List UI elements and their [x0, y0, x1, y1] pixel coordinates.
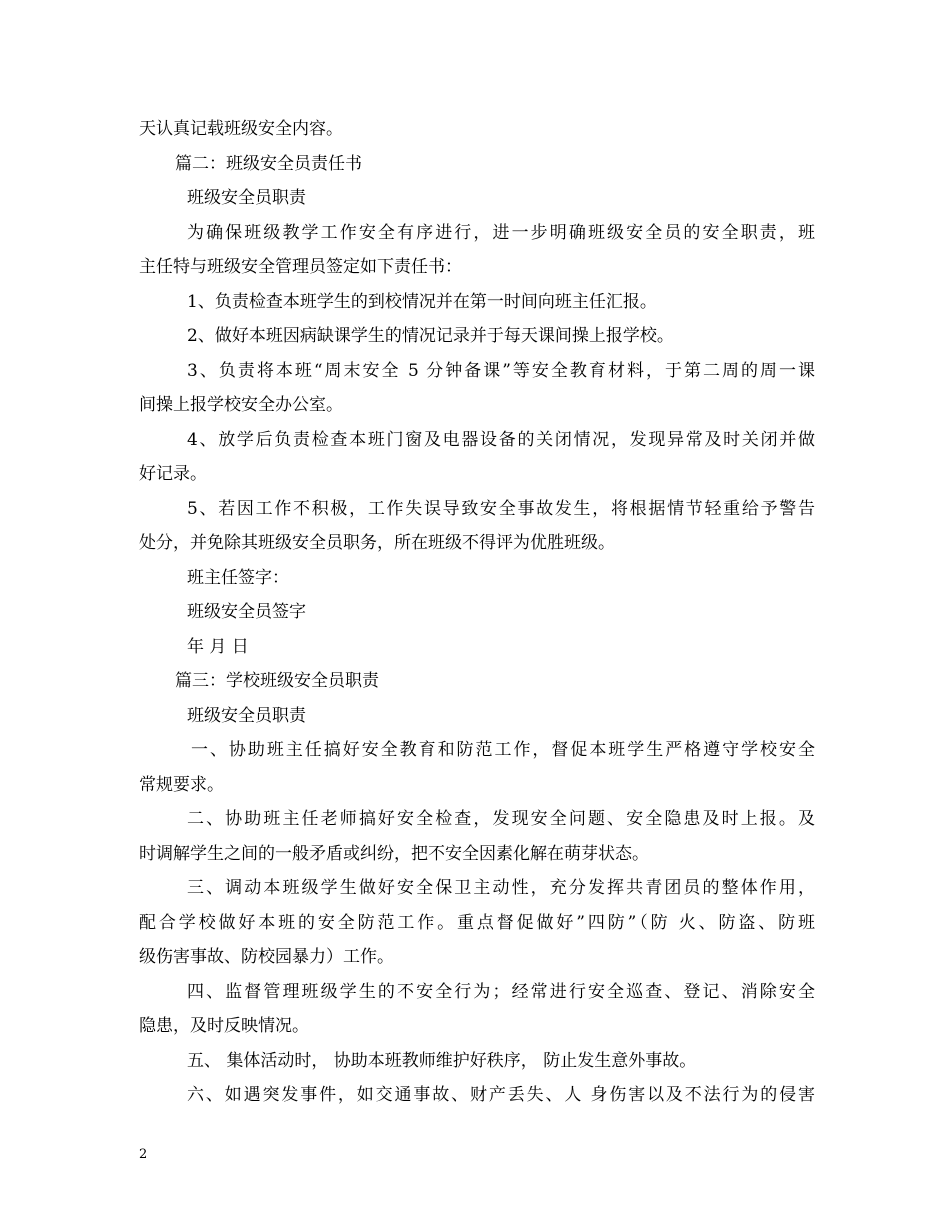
text-line: 班级安全员职责 — [187, 188, 306, 208]
text-line: 主任特与班级安全管理员签定如下责任书： — [139, 257, 462, 277]
page-number: 2 — [139, 1147, 148, 1162]
text-line: 篇三：学校班级安全员职责 — [175, 671, 379, 691]
text-line: 处分，并免除其班级安全员职务，所在班级不得评为优胜班级。 — [139, 533, 615, 553]
text-line: 时调解学生之间的一般矛盾或纠纷，把不安全因素化解在萌芽状态。 — [139, 843, 649, 864]
text-line: 四、监督管理班级学生的不安全行为；经常进行安全巡查、登记、消除安全 — [187, 981, 815, 1002]
text-line: 为确保班级教学工作安全有序进行，进一步明确班级安全员的安全职责，班 — [187, 222, 815, 243]
text-line: 3、负责将本班“周末安全 5 分钟备课”等安全教育材料，于第二周的周一课 — [187, 360, 815, 381]
text-line: 五、 集体活动时， 协助本班教师维护好秩序， 防止发生意外事故。 — [187, 1050, 697, 1071]
text-line: 1、负责检查本班学生的到校情况并在第一时间向班主任汇报。 — [187, 291, 657, 312]
text-line: 配合学校做好本班的安全防范工作。重点督促做好”四防”（防 火、防盗、防班 — [139, 912, 815, 933]
text-line: 4、放学后负责检查本班门窗及电器设备的关闭情况，发现异常及时关闭并做 — [187, 429, 815, 450]
text-line: 5、若因工作不积极，工作失误导致安全事故发生，将根据情节轻重给予警告 — [187, 498, 815, 519]
text-line: 级伤害事故、防校园暴力）工作。 — [139, 947, 394, 967]
text-line: 隐患，及时反映情况。 — [139, 1016, 309, 1036]
text-line: 三、调动本班级学生做好安全保卫主动性，充分发挥共青团员的整体作用， — [187, 878, 815, 898]
text-line: 常规要求。 — [139, 774, 224, 795]
text-line: 年 月 日 — [187, 636, 249, 657]
text-line: 二、协助班主任老师搞好安全检查，发现安全问题、安全隐患及时上报。及 — [187, 809, 815, 829]
text-line: 好记录。 — [139, 464, 207, 484]
document-body — [139, 112, 815, 1113]
text-line: 班主任签字： — [187, 567, 289, 588]
text-line: 班级安全员签字 — [187, 602, 306, 622]
text-line: 班级安全员职责 — [187, 705, 306, 726]
text-line: 一、协助班主任搞好安全教育和防范工作，督促本班学生严格遵守学校安全 — [191, 740, 815, 760]
text-line: 篇二：班级安全员责任书 — [175, 153, 362, 174]
text-line: 2、做好本班因病缺课学生的情况记录并于每天课间操上报学校。 — [187, 326, 674, 346]
text-line: 天认真记载班级安全内容。 — [139, 119, 343, 139]
text-line: 六、如遇突发事件，如交通事故、财产丢失、人 身伤害以及不法行为的侵害 — [187, 1085, 815, 1105]
text-line: 间操上报学校安全办公室。 — [139, 395, 343, 415]
